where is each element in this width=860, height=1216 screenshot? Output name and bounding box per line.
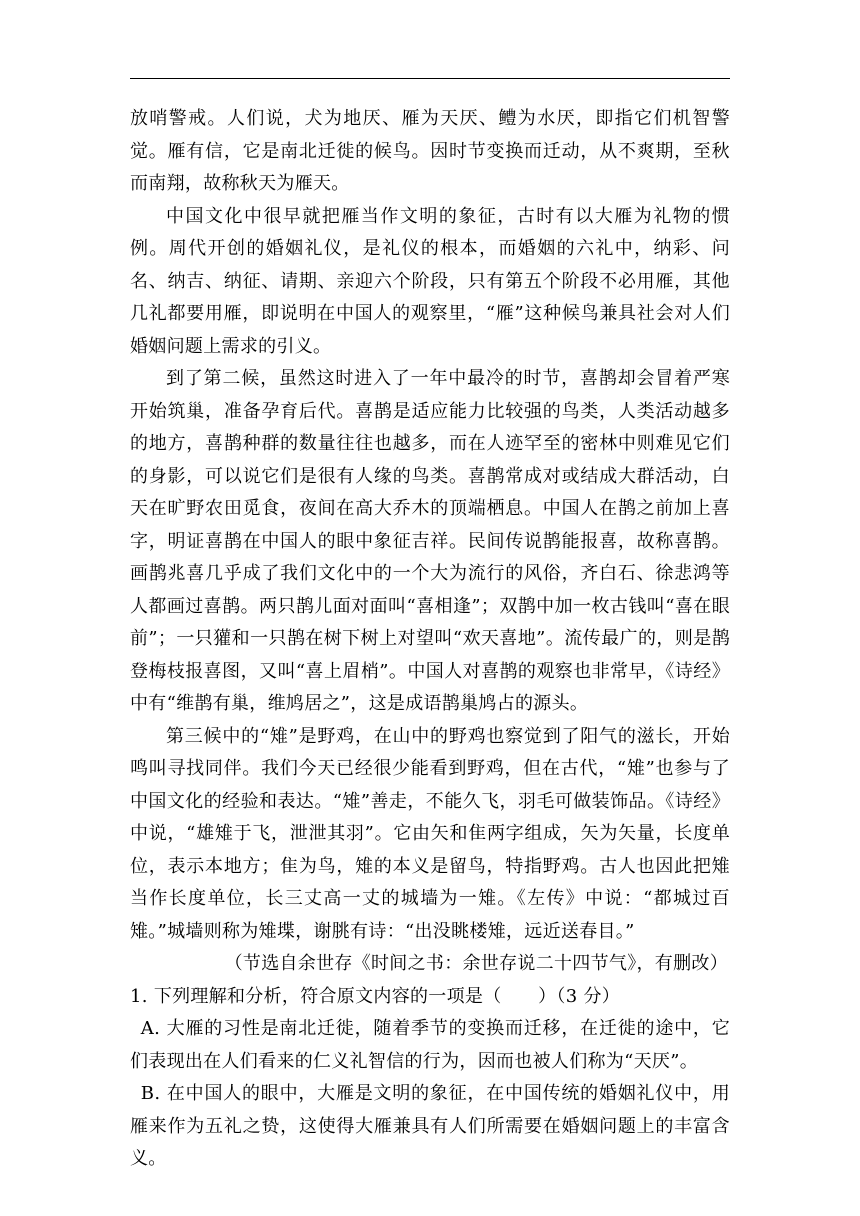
source-citation: （节选自余世存《时间之书：余世存说二十四节气》，有删改） — [224, 953, 728, 974]
question-stem: 下列理解和分析，符合原文内容的一项是（ ）（3 分） — [153, 985, 621, 1007]
paragraph-1: 放哨警戒。人们说，犬为地厌、雁为天厌、鳢为水厌，即指它们机智警觉。雁有信，它是南北迁徙的候鸟。因时节变换而迁动，从不爽期，至秋而南翔，故称秋天为雁天。 — [130, 108, 730, 194]
option-b — [130, 1078, 730, 1176]
header-rule — [130, 78, 730, 79]
question-number: 1. — [130, 985, 148, 1007]
option-letter: A. — [140, 1018, 161, 1039]
paragraph-3: 到了第二候，虽然这时进入了一年中最冷的时节，喜鹊却会冒着严寒开始筑巢，准备孕育后代。喜鹊是适应能力比较强的鸟类，人类活动越多的地方，喜鹊种群的数量往往也越多，而在人迹罕至的密林中则难见它们的身影，可以说它们是很有人缘的鸟类。喜鹊常成对或结成大群活动，白天在旷野农田觅食，夜间在高大乔木的顶端栖息。中国人在鹊之前加上喜字，明证喜鹊在中国人的眼中象征吉祥。民间传说鹊能报喜，故称喜鹊。画鹊兆喜几乎成了我们文化中的一个大为流行的风俗，齐白石、徐悲鸿等人都画过喜鹊。两只鹊儿面对面叫“喜相逢”；双鹊中加一枚古钱叫“喜在眼前”；一只獾和一只鹊在树下树上对望叫“欢天喜地”。流传最广的，则是鹊登梅枝报喜图，又叫“喜上眉梢”。中国人对喜鹊的观察也非常早，《诗经》中有“维鹊有巢，维鸠居之”，这是成语鹊巢鸠占的源头。 — [130, 368, 730, 714]
question-1 — [130, 981, 730, 1014]
option-text: 在中国人的眼中，大雁是文明的象征，在中国传统的婚姻礼仪中，用雁来作为五礼之贽，这使得大雁兼具有人们所需要在婚姻问题上的丰富含义。 — [130, 1083, 730, 1169]
document-body — [130, 103, 730, 1176]
option-letter: B. — [140, 1083, 161, 1104]
option-a — [130, 1013, 730, 1078]
paragraph-2: 中国文化中很早就把雁当作文明的象征，古时有以大雁为礼物的惯例。周代开创的婚姻礼仪，是礼仪的根本，而婚姻的六礼中，纳彩、问名、纳吉、纳征、请期、亲迎六个阶段，只有第五个阶段不必用雁，其他几礼都要用雁，即说明在中国人的观察里，“雁”这种候鸟兼具社会对人们婚姻问题上需求的引义。 — [130, 205, 730, 357]
paragraph-4: 第三候中的“雉”是野鸡，在山中的野鸡也察觉到了阳气的滋长，开始鸣叫寻找同伴。我们今天已经很少能看到野鸡，但在古代，“雉”也参与了中国文化的经验和表达。“雉”善走，不能久飞，羽毛可做装饰品。《诗经》中说，“雄雉于飞，泄泄其羽”。它由矢和隹两字组成，矢为矢量，长度单位，表示本地方；隹为鸟，雉的本义是留鸟，特指野鸡。古人也因此把雉当作长度单位，长三丈高一丈的城墙为一雉。《左传》中说：“都城过百雉。”城墙则称为雉堞，谢朓有诗：“出没眺楼雉，远近送春目。” — [130, 725, 730, 942]
option-text: 大雁的习性是南北迁徙，随着季节的变换而迁移，在迁徙的途中，它们表现出在人们看来的仁义礼智信的行为，因而也被人们称为“天厌”。 — [130, 1018, 731, 1072]
